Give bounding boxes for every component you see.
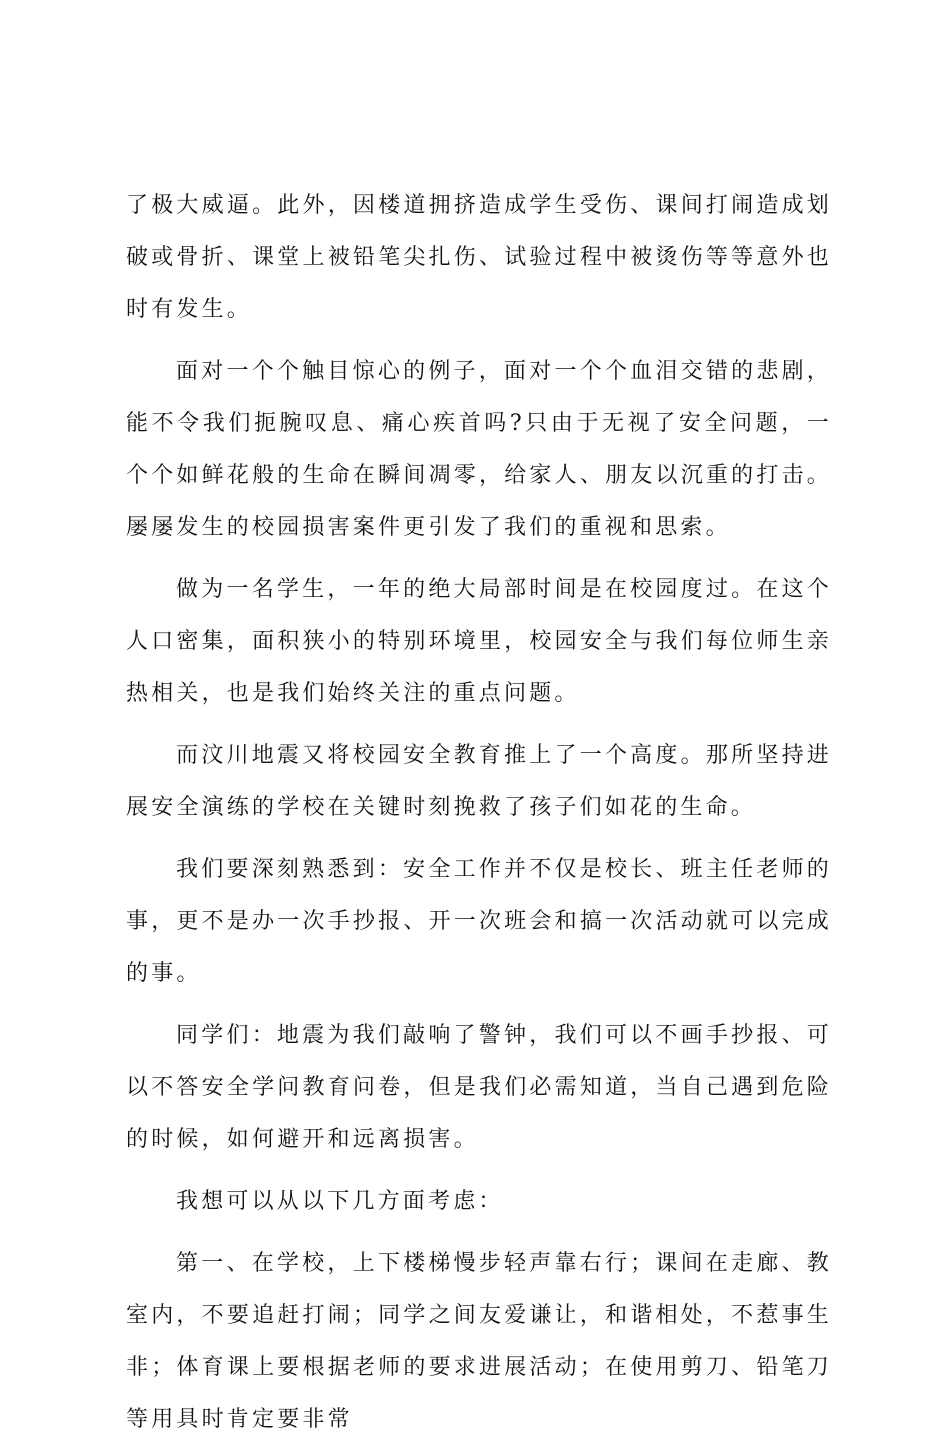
paragraph: 面对一个个触目惊心的例子，面对一个个血泪交错的悲剧，能不令我们扼腕叹息、痛心疾首吗?只由于无视了安全问题，一个个如鲜花般的生命在瞬间凋零，给家人、朋友以沉重的打击。屡屡发生的校园损害案件更引发了我们的重视和思索。 (126, 359, 832, 540)
document-body (126, 180, 832, 1456)
paragraph: 同学们：地震为我们敲响了警钟，我们可以不画手抄报、可以不答安全学问教育问卷，但是我们必需知道，当自己遇到危险的时候，如何避开和远离损害。 (126, 1023, 832, 1152)
paragraph-continued: 了极大威逼。此外，因楼道拥挤造成学生受伤、课间打闹造成划破或骨折、课堂上被铅笔尖扎伤、试验过程中被烫伤等等意外也时有发生。 (126, 193, 832, 322)
paragraph: 我们要深刻熟悉到：安全工作并不仅是校长、班主任老师的事，更不是办一次手抄报、开一次班会和搞一次活动就可以完成的事。 (126, 857, 832, 986)
paragraph: 第一、在学校，上下楼梯慢步轻声靠右行；课间在走廊、教室内，不要追赶打闹；同学之间友爱谦让，和谐相处，不惹事生非；体育课上要根据老师的要求进展活动；在使用剪刀、铅笔刀等用具时肯定要非常 (126, 1251, 832, 1432)
paragraph: 而汶川地震又将校园安全教育推上了一个高度。那所坚持进展安全演练的学校在关键时刻挽救了孩子们如花的生命。 (126, 743, 832, 820)
paragraph: 做为一名学生，一年的绝大局部时间是在校园度过。在这个人口密集，面积狭小的特别环境里，校园安全与我们每位师生亲热相关，也是我们始终关注的重点问题。 (126, 577, 832, 706)
paragraph: 我想可以从以下几方面考虑： (176, 1189, 504, 1214)
